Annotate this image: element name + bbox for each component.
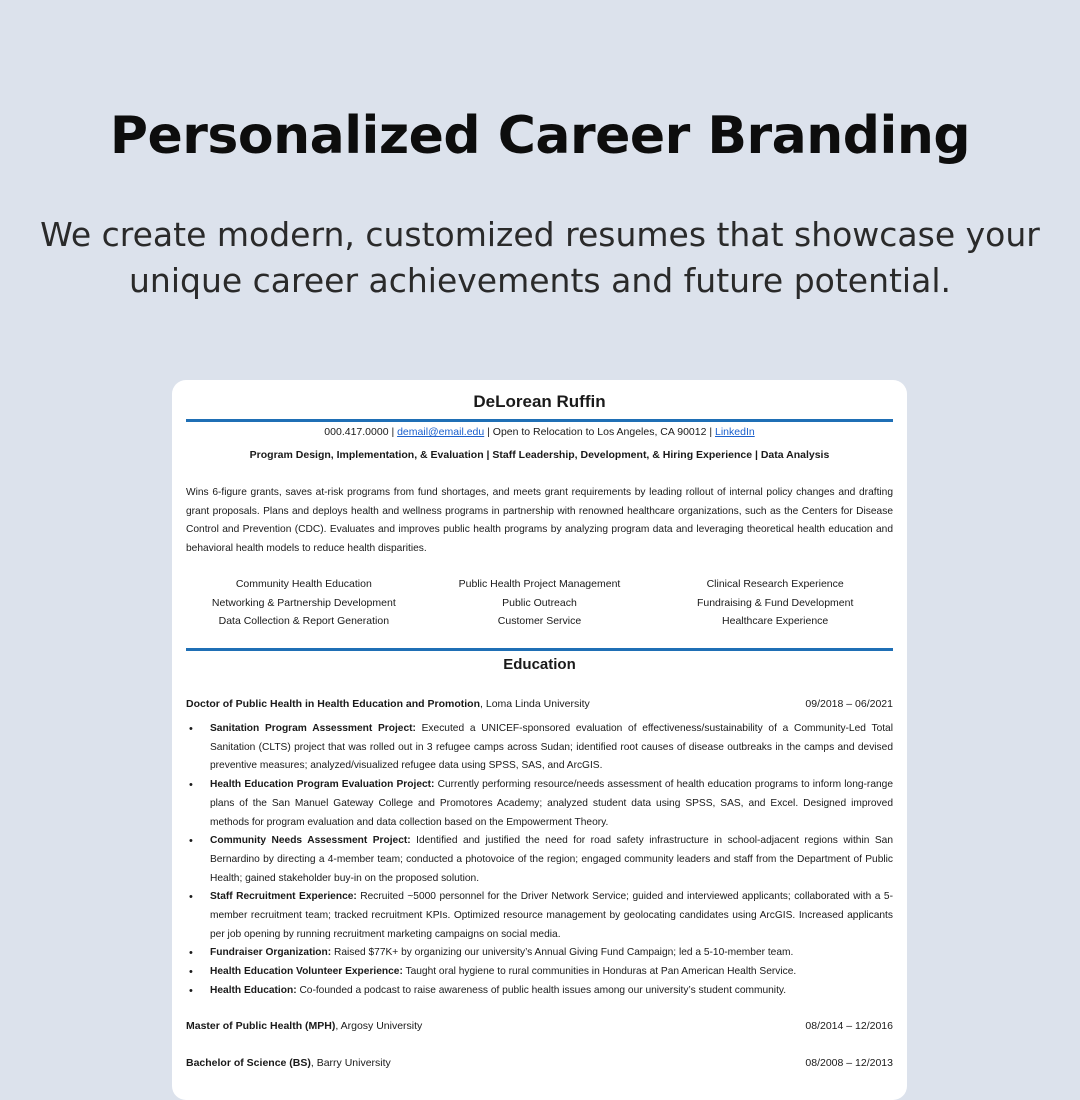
degree-title: Doctor of Public Health in Health Education and Promotion: [186, 698, 481, 710]
list-item: [186, 720, 893, 776]
list-item: [186, 944, 893, 963]
contact-line: [172, 426, 907, 438]
resume-card: [172, 380, 907, 1100]
degree-row: [186, 698, 893, 710]
skill-item: Fundraising & Fund Development: [696, 596, 854, 609]
bullet-text: Raised $77K+ by organizing our university’s Annual Giving Fund Campaign; led a 5-10-member team.: [331, 947, 794, 959]
bullet-text: Identified and justified the need for road safety infrastructure in school-adjacent regions within San Bernardino by directing a 4-member team; conducted a photovoice of the region; engaged community leaders and staff from the Department of Public Health; gained stakeholder buy-in on the proposed solution.: [210, 835, 893, 884]
contact-separator: |: [484, 426, 493, 438]
degree-label: [186, 1057, 391, 1069]
skill-item: Healthcare Experience: [722, 615, 829, 627]
bullet-dot: •: [189, 966, 193, 979]
contact-linkedin-link[interactable]: LinkedIn: [715, 426, 755, 438]
degree-school: , Barry University: [310, 1057, 391, 1069]
degree-title: Master of Public Health (MPH): [186, 1020, 336, 1032]
degree-row: [186, 1020, 893, 1032]
bullet-text: Executed a UNICEF-sponsored evaluation of effectiveness/sustainability of a Community-Led Total Sanitation (CLTS) project that was rolled out in 3 refugee camps across Sudan; identified root causes of disease outbreaks in the camps and devised preventive measures; analyzed/visualized refugee data using SPSS, SAS, and ArcGIS.: [210, 723, 893, 772]
bullet-title: Staff Recruitment Experience:: [210, 891, 357, 903]
bullet-title: Health Education Program Evaluation Project:: [210, 779, 435, 791]
list-item: [186, 888, 893, 944]
bullet-dot: •: [189, 984, 193, 997]
skill-item: Data Collection & Report Generation: [218, 615, 390, 627]
bullet-title: Community Needs Assessment Project:: [210, 835, 411, 847]
skill-item: Community Health Education: [235, 578, 372, 590]
skill-item: Public Health Project Management: [458, 578, 621, 590]
degree-dates: 08/2014 – 12/2016: [805, 1020, 893, 1032]
contact-phone: 000.417.0000: [324, 426, 389, 438]
bullet-dot: •: [189, 723, 193, 735]
bullet-text: Taught oral hygiene to rural communities in Honduras at Pan American Health Service.: [402, 966, 797, 978]
skills-grid: [186, 575, 893, 631]
bullet-title: Health Education Volunteer Experience:: [210, 966, 403, 978]
skill-item: Networking & Partnership Development: [211, 596, 396, 609]
skill-item: Customer Service: [497, 615, 582, 627]
degree-dates: 09/2018 – 06/2021: [805, 698, 893, 710]
bullet-title: Health Education:: [210, 984, 297, 996]
education-bullet-list: [186, 720, 893, 1001]
list-item: [186, 832, 893, 888]
degree-label: [186, 1020, 422, 1032]
degree-school: , Loma Linda University: [480, 698, 590, 710]
education-heading: Education: [503, 656, 576, 673]
subheadline: We create modern, customized resumes that showcase your unique career achievements and future potential.: [40, 215, 1040, 300]
bullet-text: Co-founded a podcast to raise awareness of public health issues among our university’s student community.: [296, 984, 787, 996]
skill-item: Clinical Research Experience: [706, 578, 844, 590]
bullet-dot: •: [189, 835, 193, 848]
contact-separator: |: [706, 426, 715, 438]
degree-row: [186, 1057, 893, 1069]
bullet-text: Recruited ~5000 personnel for the Driver Network Service; guided and interviewed applicants; collaborated with a 5-member recruitment team; tracked recruitment KPIs. Optimized resource management by geolocating candidates using ArcGIS. Increased applicants per job opening by running recruitment marketing campaigns on social media.: [210, 891, 893, 940]
degree-title: Bachelor of Science (BS): [186, 1057, 311, 1069]
bullet-title: Sanitation Program Assessment Project:: [210, 723, 416, 734]
resume-name: DeLorean Ruffin: [473, 392, 606, 411]
degree-label: [186, 698, 590, 710]
bullet-text: Currently performing resource/needs assessment of health education programs to inform long-range plans of the San Manuel Gateway College and Promotores Academy; analyzed student data using SPSS, SAS, and Excel. Designed improved methods for program evaluation and data collection based on the Empowerment Theory.: [210, 779, 893, 828]
list-item: [186, 776, 893, 832]
degree-dates: 08/2008 – 12/2013: [805, 1057, 893, 1069]
resume-tagline: Program Design, Implementation, & Evaluation | Staff Leadership, Development, & Hiring Experience | Data Analysis: [249, 449, 830, 461]
bullet-dot: •: [189, 779, 193, 792]
bullet-title: Fundraiser Organization:: [210, 947, 332, 959]
contact-separator: |: [388, 426, 398, 438]
resume-summary: Wins 6-figure grants, saves at-risk programs from fund shortages, and meets grant requirements by leading rollout of internal policy changes and drafting grant proposals. Plans and deploys health and wellness programs in partnership with renowned healthcare organizations, such as the Centers for Disease Control and Prevention (CDC). Evaluates and improves public health programs by analyzing program data and leveraging theoretical health education and behavioral health models to reduce health disparities.: [186, 487, 893, 554]
list-item: [186, 963, 893, 982]
contact-email-link[interactable]: demail@email.edu: [397, 426, 485, 438]
bullet-dot: •: [189, 947, 193, 960]
skill-item: Public Outreach: [502, 596, 577, 609]
list-item: [186, 982, 893, 1001]
header-divider: [186, 419, 893, 422]
contact-relocation: Open to Relocation to Los Angeles, CA 90012: [492, 426, 707, 438]
bullet-dot: •: [189, 891, 193, 904]
education-divider: [186, 648, 893, 651]
degree-school: , Argosy University: [335, 1020, 423, 1032]
headline: Personalized Career Branding: [109, 106, 971, 166]
